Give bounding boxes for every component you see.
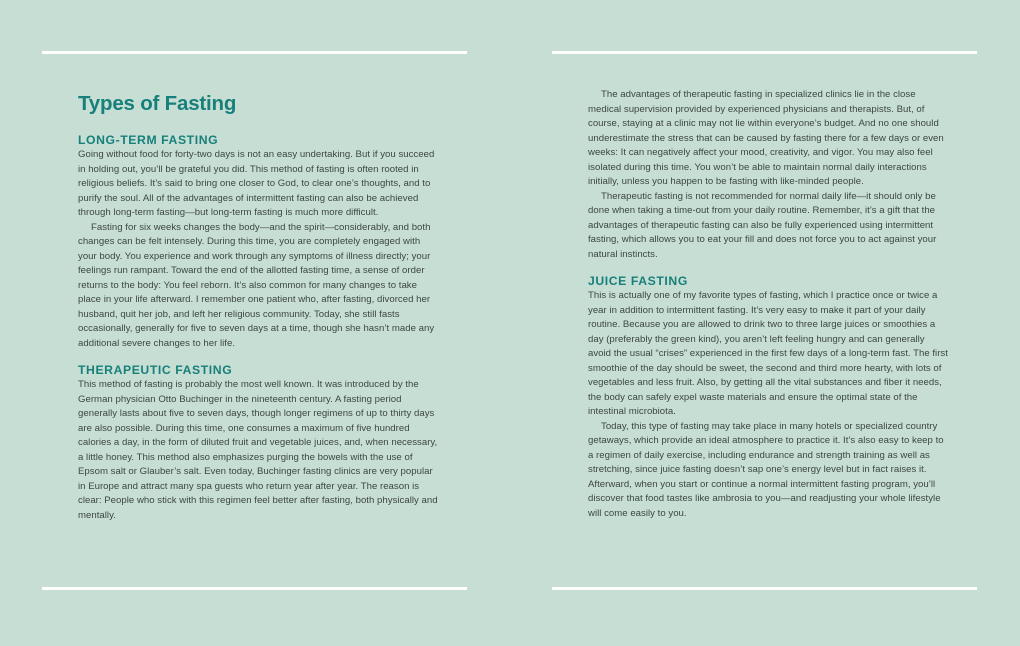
right-top-rule <box>552 51 977 54</box>
left-bottom-rule <box>42 587 467 590</box>
paragraph: Therapeutic fasting is not recommended for normal daily life—it should only be done when taking a time-out from your daily routine. Remember, it’s a gift that the advantages of therapeutic fasting can also be fully experienced using intermittent fasting, which allows you to eat your fill and does not force you to act against your natural instincts. <box>588 190 937 260</box>
paragraph: Fasting for six weeks changes the body—and the spirit—considerably, and both changes can be felt intensely. During this time, you are completely engaged with your body. You experience and work through any symptoms of illness directly; your feelings run rampant. Toward the end of the allotted fasting time, a sense of order returns to the body: You feel reborn. It’s also common for many changes to take place in your life afterward. I remember one patient who, after fasting, divorced her husband, quit her job, and left her religious community. Today, she still fasts occasionally, generally for five to seven days at a time, though she hasn’t made any additional severe changes to her life. <box>78 221 435 349</box>
section-heading-juice: JUICE FASTING <box>588 274 688 288</box>
section-heading-long-term: LONG-TERM FASTING <box>78 133 219 147</box>
right-page <box>588 88 948 521</box>
paragraph: This is actually one of my favorite types of fasting, which I practice once or twice a year in addition to intermittent fasting. It’s very easy to make it part of your daily routine. Because you are allowed to drink two to three large juices or smoothies a day (preferably the green kind), you aren’t left feeling hungry and can generally avoid the usual “crises” experienced in the first few days of a long-term fast. The first smoothie of the day should be sweet, the second and third more hearty, with lots of vegetables and less fruit. Also, by getting all the vital substances and fiber it needs, the body can safely expel waste materials and ensure the optimal state of the intestinal microbiota. <box>588 290 948 417</box>
page-title: Types of Fasting <box>78 92 237 115</box>
right-bottom-rule <box>552 587 977 590</box>
paragraph: Today, this type of fasting may take place in many hotels or specialized country getaways, which provide an ideal atmosphere to practice it. It’s also easy to keep to a regimen of daily exercise, including endurance and strength training as well as stretching, since juice fasting doesn’t sap one’s energy level but in fact raises it. Afterward, when you start or continue a normal intermittent fasting program, you’ll discover that food tastes like ambrosia to you—and readjusting your whole lifestyle will come easily to you. <box>588 420 944 519</box>
paragraph: The advantages of therapeutic fasting in specialized clinics lie in the close medical supervision provided by experienced physicians and therapists. But, of course, staying at a clinic may not lie within everyone’s budget. And no one should underestimate the stress that can be caused by fasting there for a few days or even weeks: It can negatively affect your mood, creativity, and vigor. You may also feel isolated during this time. You won’t be able to maintain normal daily interactions initially, unless you happen to be fasting with like-minded people. <box>588 89 944 187</box>
left-top-rule <box>42 51 467 54</box>
left-page <box>78 88 438 523</box>
section-heading-therapeutic: THERAPEUTIC FASTING <box>78 363 233 377</box>
paragraph: This method of fasting is probably the most well known. It was introduced by the German physician Otto Buchinger in the nineteenth century. A fasting period generally lasts about five to seven days, though longer regimens of up to thirty days are also possible. During this time, one consumes a maximum of five hundred calories a day, in the form of diluted fruit and vegetable juices, and, when necessary, a little honey. This method also emphasizes purging the bowels with the use of Epsom salt or Glauber’s salt. Even today, Buchinger fasting clinics are very popular in Europe and attract many spa guests who return year after year. The reason is clear: People who stick with this regimen feel better after fasting, both physically and mentally. <box>78 379 438 521</box>
paragraph: Going without food for forty-two days is not an easy undertaking. But if you succeed in holding out, you’ll be grateful you did. This method of fasting is often rooted in religious beliefs. It’s said to bring one closer to God, to clear one’s thoughts, and to purify the soul. All of the advantages of intermittent fasting can also be achieved through long-term fasting—but long-term fasting is much more difficult. <box>78 149 435 218</box>
